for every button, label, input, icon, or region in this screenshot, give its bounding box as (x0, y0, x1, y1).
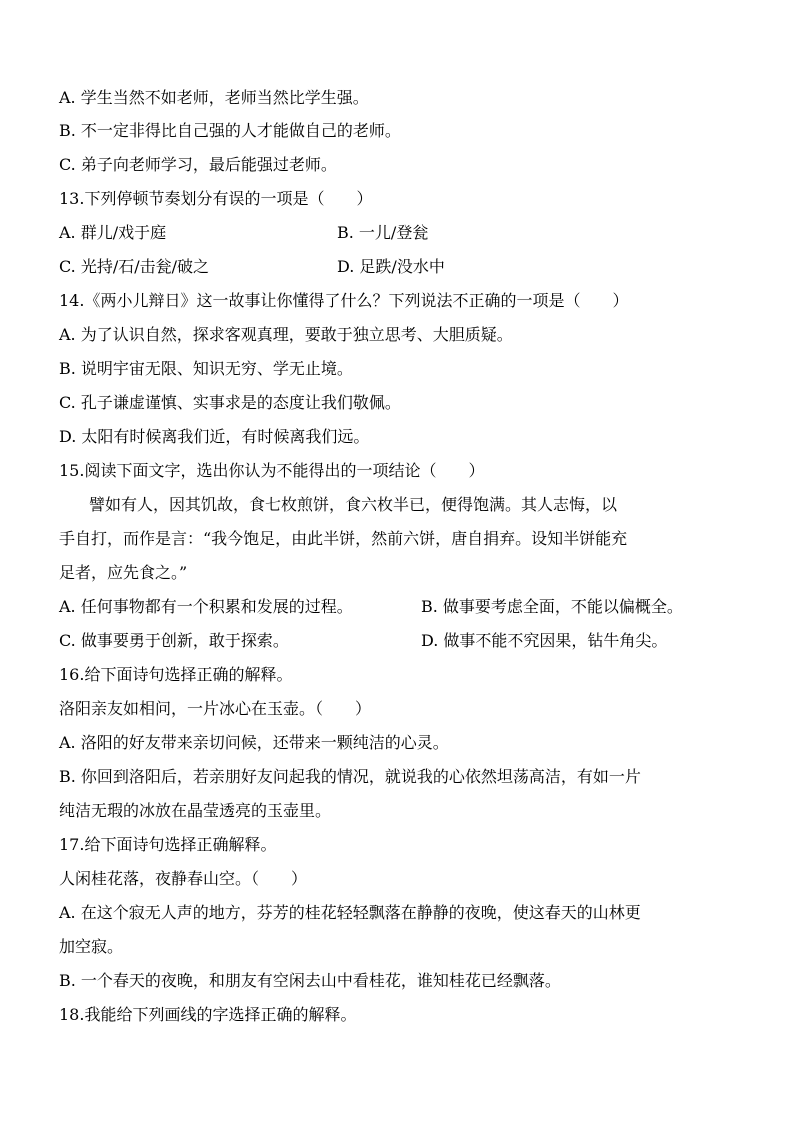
option-15a: A. 任何事物都有一个积累和发展的过程。 (59, 597, 353, 616)
option-13b: B. 一儿/登瓮 (337, 223, 429, 242)
option-15c: C. 做事要勇于创新，敢于探索。 (59, 631, 289, 650)
option-13d: D. 足跌/没水中 (337, 257, 445, 276)
option-17a-line-1: A. 在这个寂无人声的地方，芬芳的桂花轻轻飘落在静静的夜晚，使这春天的山林更 (59, 903, 641, 922)
option-16b-line-2: 纯洁无瑕的冰放在晶莹透亮的玉壶里。 (59, 801, 332, 820)
option-12a: A. 学生当然不如老师，老师当然比学生强。 (59, 88, 369, 107)
option-15b: B. 做事要考虑全面，不能以偏概全。 (421, 597, 683, 616)
option-14b: B. 说明宇宙无限、知识无穷、学无止境。 (59, 359, 353, 378)
question-14: 14.《两小儿辩日》这一故事让你懂得了什么？下列说法不正确的一项是（ ） (59, 291, 629, 310)
question-16: 16.给下面诗句选择正确的解释。 (59, 665, 293, 684)
poem-line-17: 人闲桂花落，夜静春山空。（ ） (59, 869, 308, 888)
option-14a: A. 为了认识自然，探求客观真理，要敢于独立思考、大胆质疑。 (59, 325, 513, 344)
option-14d: D. 太阳有时候离我们近，有时候离我们远。 (59, 427, 370, 446)
option-12c: C. 弟子向老师学习，最后能强过老师。 (59, 155, 337, 174)
option-13c: C. 光持/石/击瓮/破之 (59, 257, 210, 276)
passage-line-2: 手自打，而作是言：“我今饱足，由此半饼，然前六饼，唐自捐弃。设知半饼能充 (59, 529, 628, 548)
passage-line-1: 譬如有人，因其饥故，食七枚煎饼，食六枚半已，便得饱满。其人志悔，以 (89, 495, 618, 514)
passage-line-3: 足者，应先食之。” (59, 563, 188, 582)
question-15: 15.阅读下面文字，选出你认为不能得出的一项结论（ ） (59, 461, 485, 480)
question-17: 17.给下面诗句选择正确解释。 (59, 835, 277, 854)
poem-line-16: 洛阳亲友如相问，一片冰心在玉壶。（ ） (59, 699, 372, 718)
option-12b: B. 不一定非得比自己强的人才能做自己的老师。 (59, 121, 401, 140)
option-13a: A. 群儿/戏于庭 (59, 223, 167, 242)
question-13: 13.下列停顿节奏划分有误的一项是（ ） (59, 189, 373, 208)
question-18: 18.我能给下列画线的字选择正确的解释。 (59, 1005, 357, 1024)
option-14c: C. 孔子谦虚谨慎、实事求是的态度让我们敬佩。 (59, 393, 401, 412)
option-16b-line-1: B. 你回到洛阳后，若亲朋好友问起我的情况，就说我的心依然坦荡高洁，有如一片 (59, 767, 641, 786)
option-15d: D. 做事不能不究因果，钻牛角尖。 (421, 631, 668, 650)
option-17b: B. 一个春天的夜晚，和朋友有空闲去山中看桂花，谁知桂花已经飘落。 (59, 971, 561, 990)
option-17a-line-2: 加空寂。 (59, 937, 124, 956)
option-16a: A. 洛阳的好友带来亲切问候，还带来一颗纯洁的心灵。 (59, 733, 449, 752)
